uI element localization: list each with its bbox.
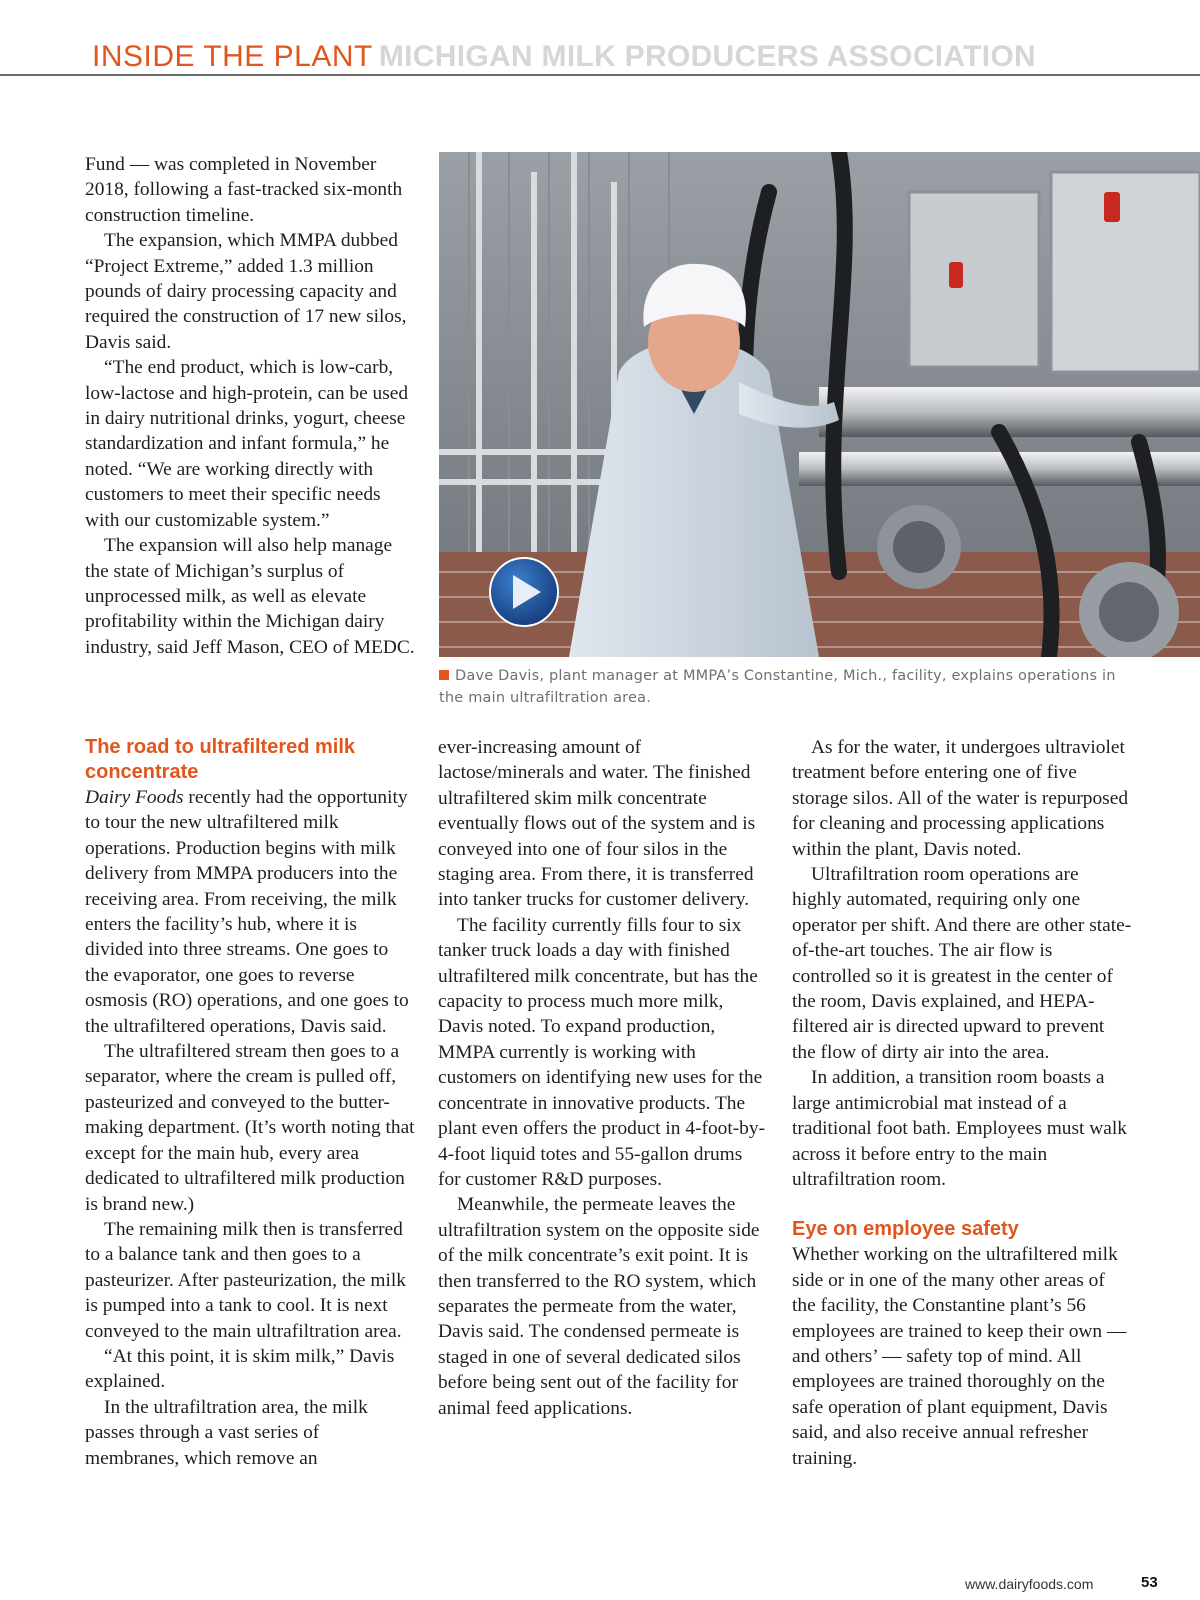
paragraph: Meanwhile, the permeate leaves the ultrafiltration system on the opposite side of the milk concentrate’s exit point. It is then transferred to the RO system, which separates the permeate from the water, Davis said. The condensed permeate is staged in one of several dedicated silos before being sent out of the facility for animal feed applications.	[438, 1194, 760, 1419]
section-heading: The road to ultrafiltered milk concentrate	[85, 736, 356, 783]
header-rule	[0, 74, 1200, 76]
section-title: INSIDE THE PLANT	[92, 40, 373, 73]
article-column-2	[438, 735, 768, 1421]
paragraph: ever-increasing amount of lactose/minerals and water. The finished ultrafiltered skim milk concentrate eventually flows out of the system and is conveyed into one of four silos in the staging area. From there, it is transferred into tanker trucks for customer delivery.	[438, 737, 756, 911]
paragraph: “At this point, it is skim milk,” Davis explained.	[85, 1345, 395, 1393]
intro-column	[85, 152, 415, 660]
caption-bullet	[439, 670, 449, 680]
paragraph: The expansion, which MMPA dubbed “Project Extreme,” added 1.3 million pounds of dairy processing capacity and required the construction of 17 new silos, Davis said.	[85, 230, 407, 353]
paragraph	[85, 785, 415, 1039]
paragraph: Fund — was completed in November 2018, following a fast-tracked six-month construction timeline.	[85, 154, 403, 226]
paragraph: The expansion will also help manage the state of Michigan’s surplus of unprocessed milk, as well as elevate profitability within the Michigan dairy industry, said Jeff Mason, CEO of MEDC.	[85, 535, 415, 658]
paragraph: The facility currently fills four to six tanker truck loads a day with finished ultrafiltered milk concentrate, but has the capacity to process much more milk, Davis noted. To expand production, MMPA currently is working with customers on identifying new uses for the concentrate in innovative products. The plant even offers the product in 4-foot-by-4-foot liquid totes and 55-gallon drums for customer R&D purposes.	[438, 914, 766, 1190]
article-column-1	[85, 735, 415, 1471]
plant-photo-illustration	[439, 152, 1200, 657]
page-number: 53	[1141, 1574, 1158, 1591]
paragraph: In the ultrafiltration area, the milk passes through a vast series of membranes, which remove an	[85, 1396, 368, 1469]
section-heading: Eye on employee safety	[792, 1218, 1019, 1241]
paragraph: As for the water, it undergoes ultraviolet treatment before entering one of five storage silos. All of the water is repurposed for cleaning and processing applications within the plant, Davis noted.	[792, 737, 1129, 860]
paragraph: Whether working on the ultrafiltered milk side or in one of the many other areas of the facility, the Constantine plant’s 56 employees are trained to keep their own — and others’ — safety top of mind. All employees are trained thoroughly on the safe operation of plant equipment, Davis said, and also receive annual refresher training.	[792, 1244, 1127, 1469]
organization-title: MICHIGAN MILK PRODUCERS ASSOCIATION	[378, 40, 1037, 73]
article-column-3	[792, 735, 1132, 1471]
paragraph-text: recently had the opportunity to tour the new ultrafiltered milk operations. Production begins with milk delivery from MMPA producers into the receiving area. From receiving, the milk enters the facility’s hub, where it is divided into three streams. One goes to the evaporator, one goes to reverse osmosis (RO) operations, and one goes to the ultrafiltered operations, Davis said.	[85, 787, 409, 1037]
photo-caption	[439, 665, 1139, 709]
plant-photo	[439, 152, 1200, 657]
website-url: www.dairyfoods.com	[965, 1576, 1094, 1592]
caption-text: Dave Davis, plant manager at MMPA’s Constantine, Mich., facility, explains operations in the main ultrafiltration area.	[439, 668, 1116, 706]
paragraph: Ultrafiltration room operations are highly automated, requiring only one operator per shift. And there are other state-of-the-art touches. The air flow is controlled so it is greatest in the center of the room, Davis explained, and HEPA-filtered air is directed upward to prevent the flow of dirty air into the area.	[792, 864, 1132, 1063]
paragraph: “The end product, which is low-carb, low-lactose and high-protein, can be used in dairy nutritional drinks, yogurt, cheese standardization and infant formula,” he noted. “We are working directly with customers to meet their specific needs with our customizable system.”	[85, 357, 409, 531]
paragraph: The ultrafiltered stream then goes to a separator, where the cream is pulled off, pasteurized and conveyed to the butter-making department. (It’s worth noting that except for the main hub, every area dedicated to ultrafiltered milk production is brand new.)	[85, 1041, 415, 1215]
paragraph: The remaining milk then is transferred to a balance tank and then goes to a pasteurizer. After pasteurization, the milk is pumped into a tank to cool. It is next conveyed to the main ultrafiltration area.	[85, 1218, 406, 1342]
publication-name: Dairy Foods	[85, 787, 184, 808]
page-header	[92, 40, 1192, 78]
paragraph: In addition, a transition room boasts a large antimicrobial mat instead of a traditional foot bath. Employees must walk across it before entry to the main ultrafiltration room.	[792, 1067, 1127, 1190]
